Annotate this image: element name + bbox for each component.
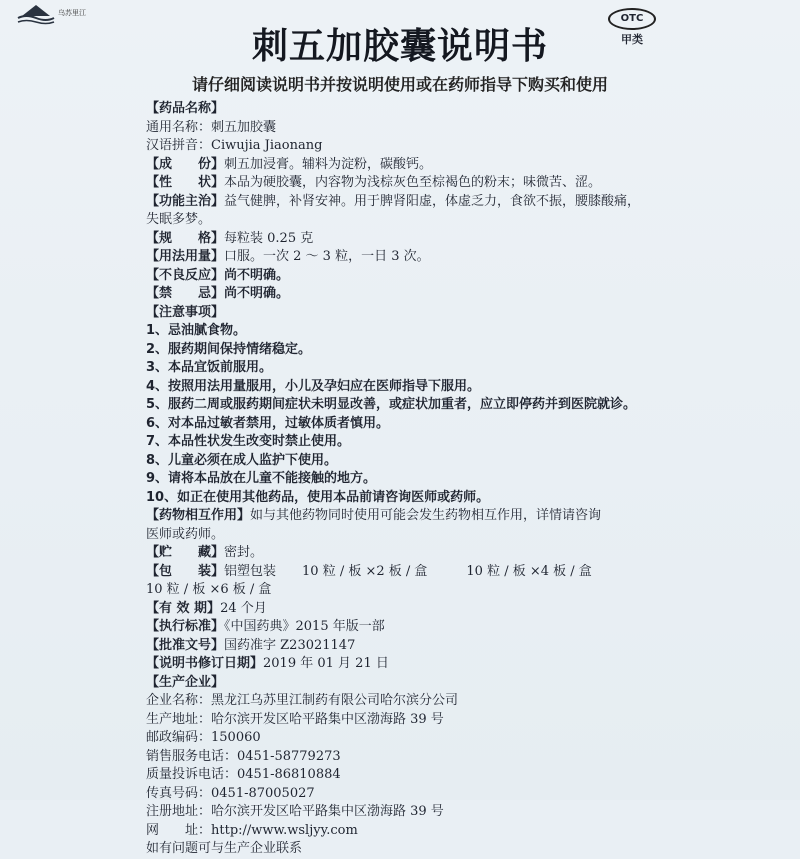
standard-label: 【执行标准】 [146,619,225,634]
packaging-row [146,563,666,582]
manufacturer-postcode: 邮政编码：150060 [146,730,261,745]
indications-text: 益气健脾，补肾安神。用于脾肾阳虚，体虚乏力，食欲不振，腰膝酸痛， [224,193,641,209]
manufacturer-name: 企业名称：黑龙江乌苏里江制药有限公司哈尔滨分公司 [146,693,459,708]
dosage-label: 【用法用量】 [146,249,225,264]
manufacturer-complaint-phone: 质量投诉电话：0451-86810884 [146,767,341,782]
otc-class: 甲类 [621,33,643,46]
adverse-text: 尚不明确。 [224,267,290,283]
leaflet-body [146,100,666,859]
standard-row [146,618,666,637]
validity-row [146,600,666,619]
dosage-row [146,248,666,267]
revision-text: 2019 年 01 月 21 日 [263,656,389,671]
precaution-item: 6、对本品过敏者禁用，过敏体质者慎用。 [146,415,390,431]
document-subtitle: 请仔细阅读说明书并按说明使用或在药师指导下购买和使用 [191,75,608,94]
standard-text: 《中国药典》2015 年版一部 [224,619,385,634]
storage-label: 【贮 藏】 [146,545,225,560]
packaging-text: 铝塑包装 10 粒 / 板 ×2 板 / 盒 10 粒 / 板 ×4 板 / 盒 [224,563,592,579]
contraindications-row [146,285,666,304]
interactions-label: 【药物相互作用】 [146,508,251,523]
logo-text: 乌苏里江 [58,9,86,17]
generic-name: 通用名称：刺五加胶囊 [146,119,277,135]
validity-label: 【有 效 期】 [146,600,221,616]
manufacturer-reg-address: 注册地址：哈尔滨开发区哈平路集中区渤海路 39 号 [146,804,444,819]
storage-row [146,544,666,563]
manufacturer-label: 【生产企业】 [146,674,225,690]
precaution-item: 9、请将本品放在儿童不能接触的地方。 [146,471,377,486]
pinyin-name: 汉语拼音：Ciwujia Jiaonang [146,138,323,153]
precautions-label: 【注意事项】 [146,304,225,320]
manufacturer-address: 生产地址：哈尔滨开发区哈平路集中区渤海路 39 号 [146,711,444,727]
storage-text: 密封。 [224,545,264,560]
approval-row [146,637,666,656]
ingredients-text: 刺五加浸膏。辅料为淀粉，碳酸钙。 [224,156,433,172]
specification-text: 每粒装 0.25 克 [224,230,314,246]
appearance-text: 本品为硬胶囊，内容物为浅棕灰色至棕褐色的粉末；味微苦、涩。 [224,175,602,190]
packaging-label: 【包 装】 [146,563,225,579]
otc-badge: OTC [608,8,656,30]
dosage-text: 口服。一次 2 ～ 3 粒，一日 3 次。 [224,249,430,264]
appearance-row [146,174,666,193]
revision-label: 【说明书修订日期】 [146,656,264,671]
precaution-item: 8、儿童必须在成人监护下使用。 [146,452,338,468]
adverse-row [146,267,666,286]
ingredients-row [146,156,666,175]
validity-text: 24 个月 [220,600,267,616]
precaution-item: 10、如正在使用其他药品，使用本品前请咨询医师或药师。 [146,489,490,505]
precaution-item: 3、本品宜饭前服用。 [146,360,273,375]
contraindications-label: 【禁 忌】 [146,286,225,301]
precaution-item: 5、服药二周或服药期间症状未明显改善，或症状加重者，应立即停药并到医院就诊。 [146,397,637,412]
approval-label: 【批准文号】 [146,637,225,653]
precaution-item: 1、忌油腻食物。 [146,323,247,338]
indications-label: 【功能主治】 [146,193,225,209]
precaution-item: 4、按照用法用量服用，小儿及孕妇应在医师指导下服用。 [146,378,481,394]
adverse-label: 【不良反应】 [146,267,225,283]
manufacturer-sales-phone: 销售服务电话：0451-58779273 [146,748,341,764]
revision-row [146,655,666,674]
packaging-text-cont: 10 粒 / 板 ×6 板 / 盒 [146,582,272,597]
precaution-item: 7、本品性状发生改变时禁止使用。 [146,434,351,449]
manufacturer-footer: 如有问题可与生产企业联系 [146,841,303,856]
manufacturer-website: 网 址：http://www.wsljyy.com [146,822,358,838]
indications-row [146,193,666,212]
appearance-label: 【性 状】 [146,175,225,190]
specification-row [146,230,666,249]
indications-text-cont: 失眠多梦。 [146,212,212,227]
ingredients-label: 【成 份】 [146,156,225,172]
interactions-row [146,507,666,526]
manufacturer-fax: 传真号码：0451-87005027 [146,785,315,801]
interactions-text: 如与其他药物同时使用可能会发生药物相互作用，详情请咨询 [250,508,602,523]
contraindications-text: 尚不明确。 [224,286,290,301]
document-title: 刺五加胶囊说明书 [251,26,548,67]
precaution-item: 2、服药期间保持情绪稳定。 [146,341,312,357]
approval-text: 国药准字 Z23021147 [224,637,356,653]
specification-label: 【规 格】 [146,230,225,246]
interactions-text-cont: 医师或药师。 [146,526,225,542]
section-drug-name: 【药品名称】 [146,101,225,116]
